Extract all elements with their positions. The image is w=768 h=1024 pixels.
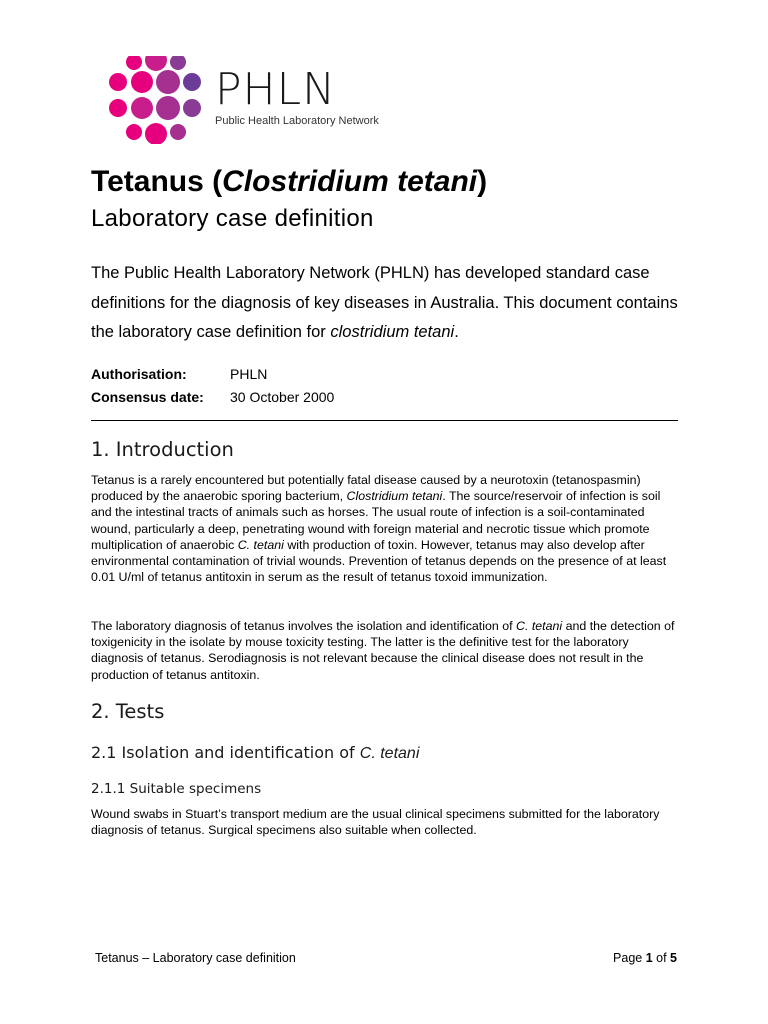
title-organism: Clostridium tetani	[222, 165, 478, 198]
logo-dot	[131, 97, 153, 119]
intro-text: The Public Health Laboratory Network (PHLN) has developed standard case definitions for the diagnosis of key diseases in Australia. This document contains the laboratory case definition for	[91, 264, 678, 341]
logo-dot	[156, 96, 180, 120]
intro-paragraph	[91, 259, 681, 348]
phln-logo	[108, 56, 398, 144]
section-introduction-heading: 1. Introduction	[91, 438, 234, 461]
page-number	[613, 951, 677, 965]
intro-end: .	[454, 323, 459, 341]
logo-dot	[170, 56, 186, 70]
title-suffix: )	[477, 165, 488, 198]
subsection-text: 2.1 Isolation and identification of	[91, 743, 360, 762]
logo-dot	[126, 124, 142, 140]
page-word: Page	[613, 951, 646, 965]
intro-organism: clostridium tetani	[330, 323, 455, 341]
of-word: of	[652, 951, 671, 965]
text-run: and the detection of toxigenicity in the isolate by mouse toxicity testing. The latter is the definitive test for the laboratory diagnosis of tetanus. Serodiagnosis is not relevant because the clinical disease does not result in the production of tetanus antitoxin.	[91, 619, 675, 682]
logo-dot	[156, 70, 180, 94]
logo-dot	[170, 124, 186, 140]
logo-wordmark: PHLN	[215, 64, 337, 115]
introduction-paragraph-1	[91, 472, 681, 585]
total-pages: 5	[670, 951, 677, 965]
title-prefix: Tetanus (	[91, 165, 223, 198]
logo-dots-icon	[108, 56, 208, 144]
organism-name: Clostridium tetani	[346, 489, 443, 504]
logo-dot	[126, 56, 142, 70]
text-run: with production of toxin. However, tetanus may also develop after environmental contamination of trivial wounds. Prevention of tetanus depends on the presence of at least 0.01 U/ml of tetanus antitoxin in serum as the result of tetanus toxoid immunization.	[91, 537, 667, 585]
logo-dot	[131, 71, 153, 93]
logo-dot	[145, 56, 167, 71]
consensus-value: 30 October 2000	[230, 389, 335, 405]
logo-dot	[183, 73, 201, 91]
organism-name: C. tetani	[516, 619, 563, 633]
current-page: 1	[645, 951, 653, 965]
logo-subtitle: Public Health Laboratory Network	[215, 115, 379, 127]
footer-title: Tetanus – Laboratory case definition	[95, 951, 296, 965]
logo-dot	[109, 99, 127, 117]
consensus-row	[91, 386, 334, 409]
authorisation-label: Authorisation:	[91, 366, 187, 382]
text-run: . The source/reservoir of infection is soil and the intestinal tracts of animals such as horses. The usual route of infection is a soil-contaminated wound, particularly a deep, penetrating wound with foreign material and necrotic tissue which promote multiplication of anaerobic	[91, 489, 661, 552]
authorisation-value: PHLN	[230, 366, 268, 382]
subsubsection-specimens-heading: 2.1.1 Suitable specimens	[91, 781, 262, 797]
divider	[91, 420, 678, 421]
section-tests-heading: 2. Tests	[91, 700, 165, 723]
specimens-paragraph: Wound swabs in Stuart’s transport medium are the usual clinical specimens submitted for the laboratory diagnosis of tetanus. Surgical specimens also suitable when collected.	[91, 807, 660, 838]
introduction-paragraph-2	[91, 618, 681, 683]
document-subtitle: Laboratory case definition	[91, 205, 374, 232]
consensus-label: Consensus date:	[91, 389, 204, 405]
organism-name: C. tetani	[237, 537, 284, 552]
logo-dot	[145, 123, 167, 144]
logo-dot	[109, 73, 127, 91]
authorisation-row	[91, 363, 334, 386]
document-title	[91, 164, 487, 200]
organism-name: C. tetani	[359, 745, 420, 762]
text-run: The laboratory diagnosis of tetanus involves the isolation and identification of	[91, 619, 516, 633]
subsection-isolation-heading	[91, 742, 419, 765]
logo-dot	[183, 99, 201, 117]
text-run: Tetanus is a rarely encountered but potentially fatal disease caused by a neurotoxin (tetanospasmin) produced by the anaerobic sporing bacterium,	[91, 473, 641, 504]
document-meta	[91, 363, 334, 409]
